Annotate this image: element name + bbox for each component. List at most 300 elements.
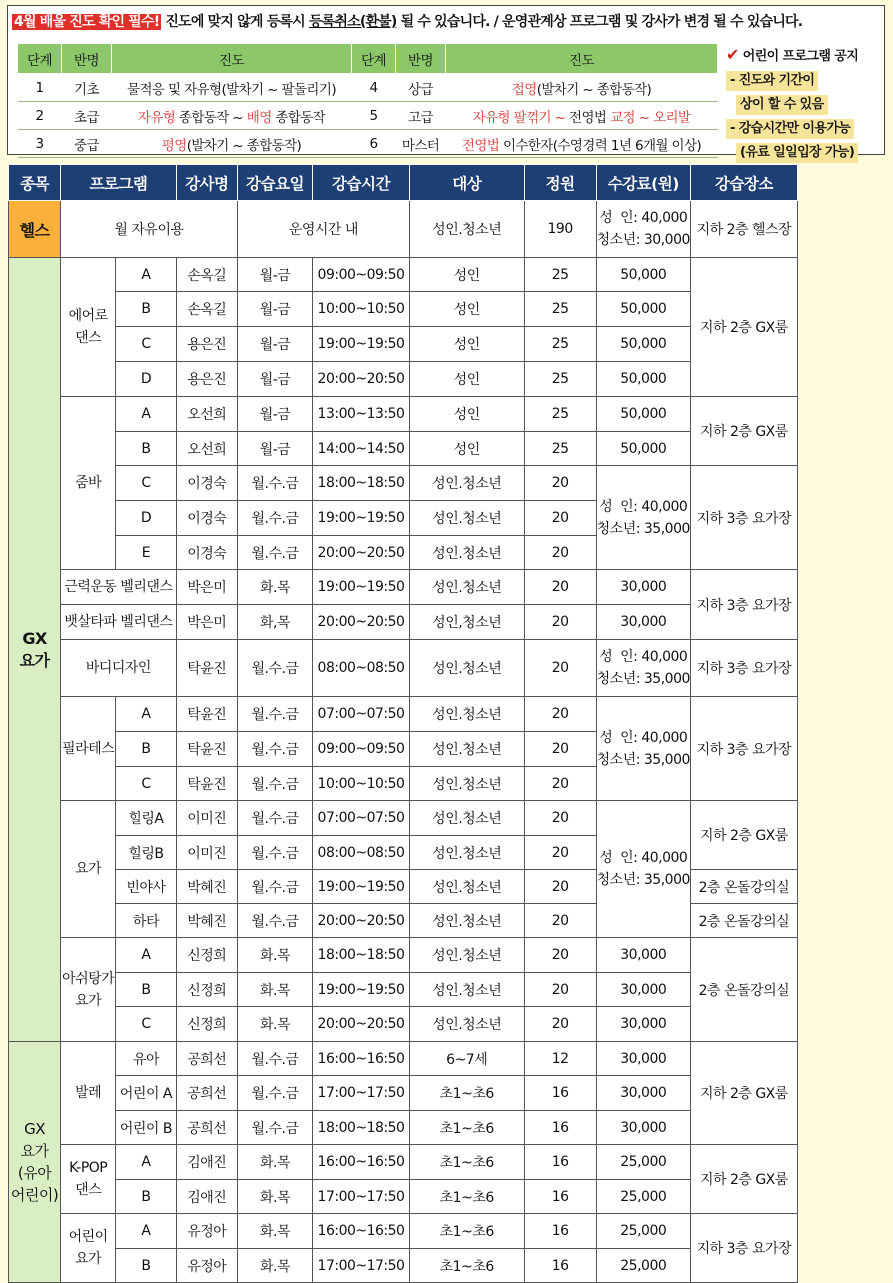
level-row <box>18 74 718 102</box>
level-progress <box>112 102 352 130</box>
fee: 25,000 <box>596 1180 690 1214</box>
level-header-cell: 반명 <box>62 44 112 74</box>
class-days: 월-금 <box>237 327 312 362</box>
class-days: 화.목 <box>237 1249 312 1283</box>
program-group: 발레 <box>61 1042 116 1145</box>
level-step: 1 <box>18 74 62 102</box>
program-class: A <box>116 258 177 292</box>
place: 지하 3층 요가장 <box>690 697 797 801</box>
fee: 30,000 <box>596 605 690 640</box>
class-days: 월.수.금 <box>237 1042 312 1076</box>
program-group: 뱃살타파 벨리댄스 <box>61 605 177 640</box>
column-header: 수강료(원) <box>596 165 690 201</box>
fee: 50,000 <box>596 432 690 466</box>
target: 초1~초6 <box>409 1111 524 1145</box>
fee: 30,000 <box>596 938 690 973</box>
fee: 25,000 <box>596 1145 690 1180</box>
class-days: 월.수.금 <box>237 801 312 836</box>
class-days: 월.수.금 <box>237 536 312 570</box>
kids-notice-line: - 강습시간만 이용가능 <box>726 119 854 139</box>
teacher: 손옥길 <box>176 292 237 327</box>
program-class: 하타 <box>116 904 177 938</box>
program-class: B <box>116 1249 177 1283</box>
target: 성인 <box>409 432 524 466</box>
class-time: 09:00~09:50 <box>313 258 410 292</box>
capacity: 16 <box>524 1145 596 1180</box>
class-days: 월.수.금 <box>237 1076 312 1111</box>
column-header: 강습시간 <box>313 165 410 201</box>
program-class: B <box>116 732 177 767</box>
program-class: B <box>116 1180 177 1214</box>
class-time: 19:00~19:50 <box>313 327 410 362</box>
teacher: 유정아 <box>176 1214 237 1249</box>
capacity: 16 <box>524 1214 596 1249</box>
kids-notice-title: 어린이 프로그램 공지 <box>742 49 859 64</box>
program-class: 어린이 B <box>116 1111 177 1145</box>
capacity: 20 <box>524 938 596 973</box>
class-time: 18:00~18:50 <box>313 1111 410 1145</box>
class-days: 월-금 <box>237 258 312 292</box>
fee: 30,000 <box>596 1111 690 1145</box>
teacher: 이경숙 <box>176 501 237 536</box>
class-days: 월.수.금 <box>237 466 312 501</box>
place: 지하 3층 요가장 <box>690 1214 797 1283</box>
teacher: 용은진 <box>176 362 237 397</box>
class-time: 10:00~10:50 <box>313 292 410 327</box>
table-row <box>9 697 893 732</box>
fee: 50,000 <box>596 397 690 432</box>
program-class: B <box>116 973 177 1007</box>
target: 성인.청소년 <box>409 973 524 1007</box>
notice-headline: 4월 배울 진도 확인 필수! 진도에 맞지 않게 등록시 등록취소(환불) 될 수 있습니다. / 운영관계상 프로그램 및 강사가 변경 될 수 있습니다. <box>14 14 803 30</box>
class-days: 월-금 <box>237 362 312 397</box>
fee: 성 인: 40,000 청소년: 35,000 <box>596 801 690 938</box>
class-time: 16:00~16:50 <box>313 1214 410 1249</box>
capacity: 25 <box>524 397 596 432</box>
class-days: 월.수.금 <box>237 501 312 536</box>
teacher: 박은미 <box>176 570 237 605</box>
progress-text: 배영 <box>246 109 272 126</box>
fee: 25,000 <box>596 1214 690 1249</box>
target: 성인 <box>409 362 524 397</box>
class-days: 월-금 <box>237 432 312 466</box>
level-row <box>18 130 718 158</box>
fee: 30,000 <box>596 1007 690 1042</box>
teacher: 용은진 <box>176 327 237 362</box>
column-header: 강사명 <box>176 165 237 201</box>
target: 성인.청소년 <box>409 501 524 536</box>
capacity: 20 <box>524 973 596 1007</box>
level-header-cell: 단계 <box>352 44 396 74</box>
progress-text: (발차기 ~ 종합동작) <box>536 81 652 98</box>
program-group: 필라테스 <box>61 697 116 801</box>
schedule-table <box>8 164 893 1283</box>
table-row <box>9 1214 893 1249</box>
program-group: 요가 <box>61 801 116 938</box>
program-class: D <box>116 362 177 397</box>
place: 지하 2층 헬스장 <box>690 201 797 258</box>
class-time: 07:00~07:50 <box>313 801 410 836</box>
class-time: 20:00~20:50 <box>313 1007 410 1042</box>
class-time: 14:00~14:50 <box>313 432 410 466</box>
progress-text: 이수한자(수영경력 1년 6개월 이상) <box>499 137 702 154</box>
target: 성인.청소년 <box>409 870 524 904</box>
fee: 30,000 <box>596 1042 690 1076</box>
place: 2층 온돌강의실 <box>690 870 797 904</box>
progress-text: 자유형 <box>137 109 176 126</box>
target: 성인.청소년 <box>409 938 524 973</box>
class-days: 월.수.금 <box>237 640 312 697</box>
class-days: 월-금 <box>237 292 312 327</box>
level-class: 기초 <box>62 74 112 102</box>
class-time: 16:00~16:50 <box>313 1042 410 1076</box>
class-days: 화.목 <box>237 973 312 1007</box>
level-header-cell: 단계 <box>18 44 62 74</box>
capacity: 20 <box>524 605 596 640</box>
category-gx: GX 요가 <box>9 258 61 1042</box>
fee: 성 인: 40,000 청소년: 30,000 <box>596 201 690 258</box>
teacher: 박혜진 <box>176 870 237 904</box>
column-header: 종목 <box>9 165 61 201</box>
level-step: 5 <box>352 102 396 130</box>
fee: 성 인: 40,000 청소년: 35,000 <box>596 640 690 697</box>
place: 지하 2층 GX룸 <box>690 1042 797 1145</box>
class-time: 19:00~19:50 <box>313 501 410 536</box>
class-time: 17:00~17:50 <box>313 1249 410 1283</box>
program-class: 유아 <box>116 1042 177 1076</box>
target: 성인 <box>409 327 524 362</box>
capacity: 20 <box>524 501 596 536</box>
program-class: D <box>116 501 177 536</box>
capacity: 190 <box>524 201 596 258</box>
capacity: 20 <box>524 640 596 697</box>
program-class: B <box>116 292 177 327</box>
column-header: 강습요일 <box>237 165 312 201</box>
capacity: 20 <box>524 801 596 836</box>
capacity: 20 <box>524 570 596 605</box>
progress-text: (발차기 ~ 종합동작) <box>186 137 302 154</box>
table-row <box>9 466 893 501</box>
place: 지하 2층 GX룸 <box>690 801 797 870</box>
class-time: 20:00~20:50 <box>313 536 410 570</box>
level-progress <box>112 130 352 158</box>
capacity: 25 <box>524 362 596 397</box>
target: 성인.청소년 <box>409 536 524 570</box>
place: 지하 2층 GX룸 <box>690 397 797 466</box>
place: 2층 온돌강의실 <box>690 938 797 1042</box>
target: 6~7세 <box>409 1042 524 1076</box>
column-header: 대상 <box>409 165 524 201</box>
level-class: 상급 <box>396 74 446 102</box>
class-time: 20:00~20:50 <box>313 605 410 640</box>
program-class: 힐링A <box>116 801 177 836</box>
program-name: 월 자유이용 <box>61 201 238 258</box>
program-group: 줌바 <box>61 397 116 570</box>
fee: 성 인: 40,000 청소년: 35,000 <box>596 697 690 801</box>
target: 성인 <box>409 292 524 327</box>
program-class: 어린이 A <box>116 1076 177 1111</box>
table-row <box>9 870 893 904</box>
teacher: 이경숙 <box>176 536 237 570</box>
target: 초1~초6 <box>409 1180 524 1214</box>
teacher: 김애진 <box>176 1180 237 1214</box>
class-days: 화.목 <box>237 1145 312 1180</box>
target: 성인.청소년 <box>409 767 524 801</box>
teacher: 이미진 <box>176 836 237 870</box>
capacity: 25 <box>524 292 596 327</box>
class-time: 09:00~09:50 <box>313 732 410 767</box>
teacher: 공희선 <box>176 1111 237 1145</box>
fee: 50,000 <box>596 362 690 397</box>
target: 성인.청소년 <box>409 1007 524 1042</box>
kids-notice-line: - 진도와 기간이 <box>726 71 818 91</box>
kids-notice-line: 상이 할 수 있음 <box>736 95 828 115</box>
capacity: 20 <box>524 466 596 501</box>
teacher: 박혜진 <box>176 904 237 938</box>
program-class: C <box>116 466 177 501</box>
class-time: 08:00~08:50 <box>313 640 410 697</box>
program-group: 바디디자인 <box>61 640 177 697</box>
category-health: 헬스 <box>9 201 61 258</box>
program-class: 빈야사 <box>116 870 177 904</box>
teacher: 신정희 <box>176 1007 237 1042</box>
level-step: 2 <box>18 102 62 130</box>
capacity: 25 <box>524 432 596 466</box>
target: 성인.청소년 <box>409 640 524 697</box>
class-time: 20:00~20:50 <box>313 362 410 397</box>
teacher: 탁윤진 <box>176 640 237 697</box>
teacher: 유정아 <box>176 1249 237 1283</box>
progress-text: 종합동작 <box>271 109 326 126</box>
teacher: 이경숙 <box>176 466 237 501</box>
teacher: 신정희 <box>176 973 237 1007</box>
capacity: 12 <box>524 1042 596 1076</box>
class-days: 화.목 <box>237 1214 312 1249</box>
program-class: A <box>116 938 177 973</box>
program-group: 아쉬탕가 요가 <box>61 938 116 1042</box>
class-time: 17:00~17:50 <box>313 1076 410 1111</box>
program-class: C <box>116 1007 177 1042</box>
table-row <box>9 904 893 938</box>
class-time: 16:00~16:50 <box>313 1145 410 1180</box>
teacher: 공희선 <box>176 1076 237 1111</box>
place: 2층 온돌강의실 <box>690 904 797 938</box>
category-gx-kids: GX 요가 (유아 어린이) <box>9 1042 61 1283</box>
class-days: 월.수.금 <box>237 904 312 938</box>
target: 성인.청소년 <box>409 836 524 870</box>
class-time: 18:00~18:50 <box>313 938 410 973</box>
class-time: 19:00~19:50 <box>313 570 410 605</box>
table-row <box>9 1145 893 1180</box>
progress-text: 평영 <box>161 137 187 154</box>
level-header-cell: 진도 <box>112 44 352 74</box>
warning-badge: 4월 배울 진도 확인 필수! <box>14 14 160 30</box>
level-class: 고급 <box>396 102 446 130</box>
capacity: 20 <box>524 732 596 767</box>
table-row <box>9 1042 893 1076</box>
class-days: 월.수.금 <box>237 732 312 767</box>
program-class: A <box>116 397 177 432</box>
capacity: 20 <box>524 836 596 870</box>
program-group: 근력운동 벨리댄스 <box>61 570 177 605</box>
level-step: 3 <box>18 130 62 158</box>
table-row <box>9 397 893 432</box>
column-header: 정원 <box>524 165 596 201</box>
program-class: C <box>116 767 177 801</box>
target: 초1~초6 <box>409 1076 524 1111</box>
place: 지하 3층 요가장 <box>690 640 797 697</box>
class-time: 13:00~13:50 <box>313 397 410 432</box>
teacher: 김애진 <box>176 1145 237 1180</box>
progress-text: 교정 ~ 오리발 <box>610 109 691 126</box>
level-step: 4 <box>352 74 396 102</box>
fee: 30,000 <box>596 973 690 1007</box>
program-class: A <box>116 697 177 732</box>
target: 초1~초6 <box>409 1214 524 1249</box>
capacity: 16 <box>524 1180 596 1214</box>
level-table <box>17 43 718 158</box>
capacity: 16 <box>524 1249 596 1283</box>
class-time: 운영시간 내 <box>237 201 409 258</box>
place: 지하 2층 GX룸 <box>690 1145 797 1214</box>
teacher: 탁윤진 <box>176 697 237 732</box>
program-class: B <box>116 432 177 466</box>
teacher: 공희선 <box>176 1042 237 1076</box>
level-step: 6 <box>352 130 396 158</box>
teacher: 탁윤진 <box>176 732 237 767</box>
target: 성인,청소년 <box>409 605 524 640</box>
target: 성인.청소년 <box>409 466 524 501</box>
level-progress <box>446 102 718 130</box>
teacher: 오선희 <box>176 432 237 466</box>
place: 지하 3층 요가장 <box>690 466 797 570</box>
class-time: 17:00~17:50 <box>313 1180 410 1214</box>
program-group: 어린이 요가 <box>61 1214 116 1283</box>
capacity: 20 <box>524 870 596 904</box>
fee: 50,000 <box>596 258 690 292</box>
class-time: 19:00~19:50 <box>313 870 410 904</box>
column-header: 강습장소 <box>690 165 797 201</box>
class-days: 화.목 <box>237 570 312 605</box>
progress-text: 전영법 <box>461 137 500 154</box>
fee: 50,000 <box>596 292 690 327</box>
target: 성인.청소년 <box>409 697 524 732</box>
kids-notice-line: (유료 일일입장 가능) <box>736 143 858 163</box>
level-class: 초급 <box>62 102 112 130</box>
level-progress <box>112 74 352 102</box>
fee: 성 인: 40,000 청소년: 35,000 <box>596 466 690 570</box>
level-row <box>18 102 718 130</box>
teacher: 박은미 <box>176 605 237 640</box>
capacity: 20 <box>524 1007 596 1042</box>
program-class: A <box>116 1145 177 1180</box>
place: 지하 2층 GX룸 <box>690 258 797 397</box>
teacher: 손옥길 <box>176 258 237 292</box>
table-row <box>9 201 893 258</box>
program-class: 힐링B <box>116 836 177 870</box>
teacher: 오선희 <box>176 397 237 432</box>
class-days: 월.수.금 <box>237 697 312 732</box>
fee: 50,000 <box>596 327 690 362</box>
target: 초1~초6 <box>409 1249 524 1283</box>
table-row <box>9 938 893 973</box>
level-class: 마스터 <box>396 130 446 158</box>
table-row <box>9 570 893 605</box>
target: 성인.청소년 <box>409 732 524 767</box>
target: 성인 <box>409 397 524 432</box>
capacity: 25 <box>524 258 596 292</box>
program-class: E <box>116 536 177 570</box>
target: 성인.청소년 <box>409 570 524 605</box>
fee: 30,000 <box>596 570 690 605</box>
program-group: K-POP 댄스 <box>61 1145 116 1214</box>
class-time: 07:00~07:50 <box>313 697 410 732</box>
class-days: 월.수.금 <box>237 767 312 801</box>
class-time: 19:00~19:50 <box>313 973 410 1007</box>
class-days: 월.수.금 <box>237 836 312 870</box>
notice-panel <box>7 5 885 160</box>
target: 초1~초6 <box>409 1145 524 1180</box>
progress-text: 전영법 <box>569 109 611 126</box>
level-header-cell: 반명 <box>396 44 446 74</box>
class-days: 월-금 <box>237 397 312 432</box>
kids-notice <box>726 43 886 163</box>
table-row <box>9 258 893 292</box>
level-progress <box>446 130 718 158</box>
progress-text: 자유형 팔꺾기 ~ <box>472 109 570 126</box>
capacity: 25 <box>524 327 596 362</box>
progress-text: 종합동작 ~ <box>175 109 247 126</box>
place: 지하 3층 요가장 <box>690 570 797 640</box>
capacity: 20 <box>524 904 596 938</box>
fee: 30,000 <box>596 1076 690 1111</box>
teacher: 탁윤진 <box>176 767 237 801</box>
target: 성인.청소년 <box>409 904 524 938</box>
table-row <box>9 640 893 697</box>
teacher: 신정희 <box>176 938 237 973</box>
class-time: 10:00~10:50 <box>313 767 410 801</box>
class-time: 18:00~18:50 <box>313 466 410 501</box>
class-days: 화.목 <box>237 1180 312 1214</box>
target: 성인.청소년 <box>409 201 524 258</box>
capacity: 20 <box>524 536 596 570</box>
checkmark-icon: ✔ <box>726 45 739 64</box>
class-time: 20:00~20:50 <box>313 904 410 938</box>
program-class: A <box>116 1214 177 1249</box>
target: 성인 <box>409 258 524 292</box>
fee: 25,000 <box>596 1249 690 1283</box>
class-days: 화.목 <box>237 1007 312 1042</box>
class-days: 화.목 <box>237 938 312 973</box>
table-row <box>9 801 893 836</box>
class-days: 화,목 <box>237 605 312 640</box>
progress-text: 물적응 및 자유형(발차기 ~ 팔돌리기) <box>127 81 336 98</box>
capacity: 16 <box>524 1111 596 1145</box>
level-progress <box>446 74 718 102</box>
capacity: 16 <box>524 1076 596 1111</box>
column-header: 프로그램 <box>61 165 177 201</box>
capacity: 20 <box>524 767 596 801</box>
program-group: 에어로 댄스 <box>61 258 116 397</box>
level-header-cell: 진도 <box>446 44 718 74</box>
target: 성인.청소년 <box>409 801 524 836</box>
class-days: 월.수.금 <box>237 1111 312 1145</box>
progress-text: 접영 <box>511 81 537 98</box>
teacher: 이미진 <box>176 801 237 836</box>
capacity: 20 <box>524 697 596 732</box>
class-time: 08:00~08:50 <box>313 836 410 870</box>
program-class: C <box>116 327 177 362</box>
